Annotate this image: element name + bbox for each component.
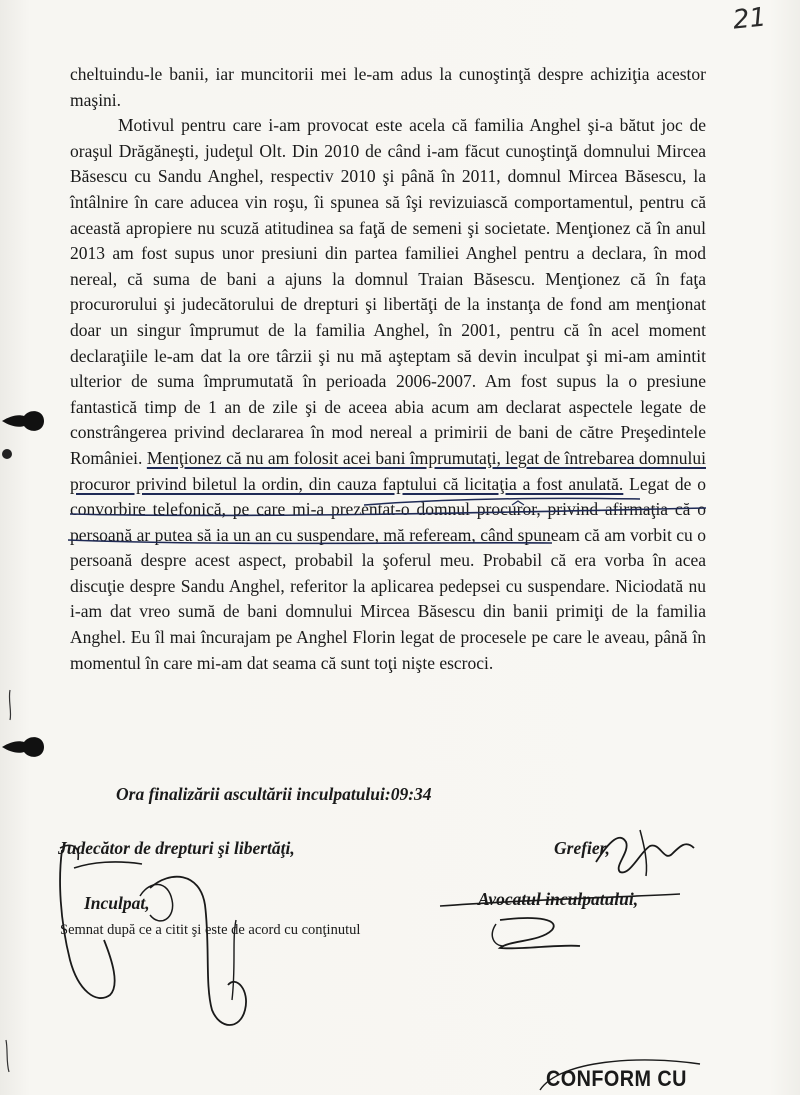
lawyer-signature-label: Avocatul inculpatului, [478,889,639,909]
paragraph-continuation: cheltuindu-le banii, iar muncitorii mei le-am adus la cunoştinţă despre achiziţia acestor maşini. [70,64,706,110]
punch-hole-icon [0,730,48,764]
page-number: 21 [731,2,768,36]
statement-body [70,62,706,676]
punch-hole-icon [0,404,48,438]
hearing-end-time: Ora finalizării ascultării inculpatului:09:34 [116,784,432,804]
clerk-signature-icon [596,830,694,876]
conformity-stamp: CONFORM CU [546,1066,687,1091]
paragraph-motive-continuation: Legat de o convorbire telefonică, pe care mi-a prezentat-o domnul procuror, privind afirmaţia că o persoană ar putea să ia un an cu suspendare, mă refeream, când spuneam că am vorbit cu o persoană despre acest aspect, probabil la şoferul meu. Probabil că era vorba în acea discuţie despre Sandu Anghel, referitor la aplicarea pedepsei cu suspendare. Niciodată nu i-am dat vreo sumă de bani domnului Mircea Băsescu din banii primiţi de la familia Anghel. Eu îl mai încurajam pe Anghel Florin legat de procesele pe care le aveau, până în momentul în care mi-am dat seama că sunt toţi nişte escroci. [70,473,706,673]
paragraph-motive [70,113,706,676]
underlined-passage: Menţionez că nu am folosit acei bani împrumutaţi, legat de întrebarea domnului procuror privind biletul la ordin, din cauza faptului că licitaţia a fost anulată. [70,447,706,494]
paragraph-motive-text: Motivul pentru care i-am provocat este acela că familia Anghel şi-a bătut joc de oraşul Drăgăneşti, judeţul Olt. Din 2010 de când i-am făcut cunoştinţă domnului Mircea Băsescu cu Sandu Anghel, respectiv 2010 şi până în 2011, domnul Mircea Băsescu, la întâlnire în care aducea vin roşu, îi spunea să îşi revizuiască comportamentul, pentru că această apropiere nu scuză atitudinea sa faţă de semeni şi societate. Menţionez că în anul 2013 am fost supus unor presiuni din partea familiei Anghel pentru a declara, în mod nereal, că suma de bani a ajuns la domnul Traian Băsescu. Menţionez că în faţa procurorului şi judecătorului de drepturi şi libertăţi de la instanţa de fond am menţionat doar un singur împrumut de la familia Anghel, în 2001, pentru că în acel moment declaraţiile le-am dat la ore târzii şi nu mă aşteptam să devin inculpat şi mi-am amintit ulterior de suma împrumutată în perioada 2006-2007. Am fost supus la o presiune fantastică timp de 1 an de zile şi de aceea abia acum am declarat aspectele legate de constrângerea privind declararea în mod nereal a primirii de bani de către Preşedintele României. [70,115,706,468]
defendant-signature-label: Inculpat, [84,893,150,913]
judge-signature-label: Judecător de drepturi şi libertăţi, [58,838,295,858]
signed-after-reading-note: Semnat după ce a citit şi este de acord cu conţinutul [60,922,361,938]
clerk-signature-label: Grefier, [554,838,610,858]
defendant-signature-icon [140,877,246,1025]
punch-hole-icon [0,446,16,462]
